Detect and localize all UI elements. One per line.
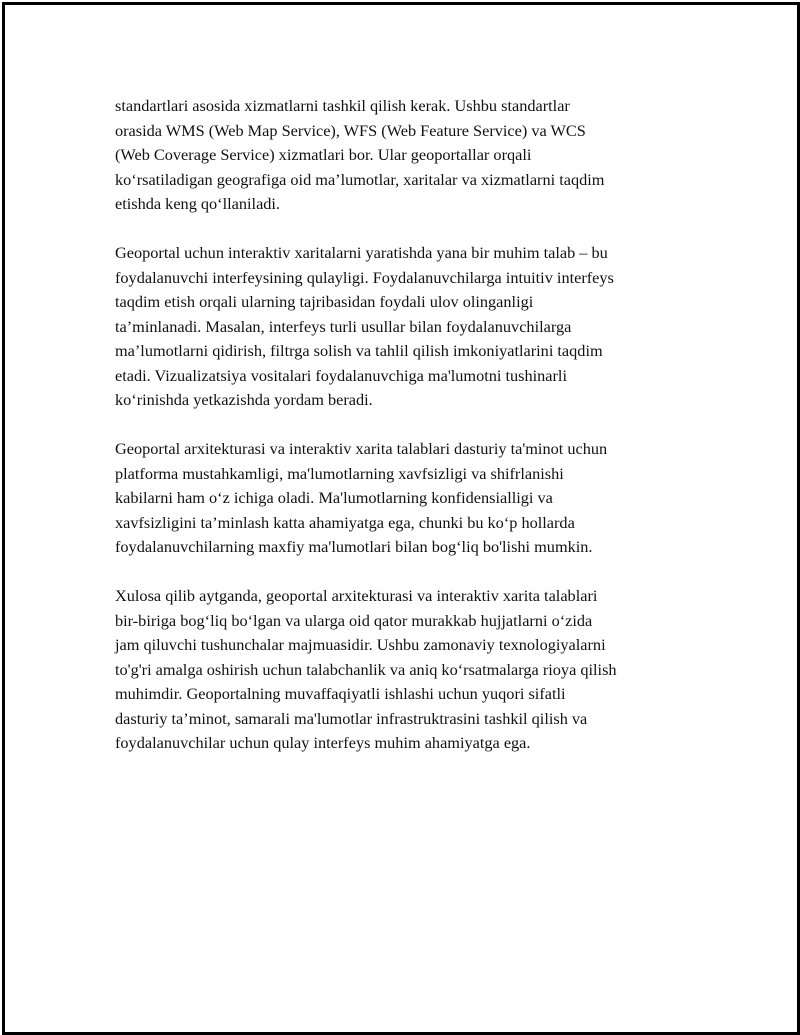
text-line: platforma mustahkamligi, ma'lumotlarning xavfsizligi va shifrlanishi xyxy=(115,463,564,483)
text-line: foydalanuvchilar uchun qulay interfeys muhim ahamiyatga ega. xyxy=(115,733,531,752)
paragraph-interface xyxy=(115,241,695,413)
text-line: etadi. Vizualizatsiya vositalari foydalanuvchiga ma'lumotni tushinarli xyxy=(115,365,567,385)
text-line: orasida WMS (Web Map Service), WFS (Web Feature Service) va WCS xyxy=(115,120,586,140)
text-line: taʼminlanadi. Masalan, interfeys turli usullar bilan foydalanuvchilarga xyxy=(115,316,572,336)
text-line: foydalanuvchi interfeysining qulayligi. Foydalanuvchilarga intuitiv interfeys xyxy=(115,267,614,287)
text-line: Geoportal uchun interaktiv xaritalarni yaratishda yana bir muhim talab – bu xyxy=(115,243,608,262)
text-line: kabilarni ham oʻz ichiga oladi. Ma'lumotlarning konfidensialligi va xyxy=(115,488,553,507)
text-line: xavfsizligini taʼminlash katta ahamiyatga ega, chunki bu koʻp hollarda xyxy=(115,512,575,532)
text-line: to'g'ri amalga oshirish uchun talabchanlik va aniq koʻrsatmalarga rioya qilish xyxy=(115,659,617,679)
text-line: taqdim etish orqali ularning tajribasidan foydali ulov olinganligi xyxy=(115,292,534,311)
text-line: (Web Coverage Service) xizmatlari bor. Ular geoportallar orqali xyxy=(115,145,532,164)
text-line: koʻrinishda yetkazishda yordam beradi. xyxy=(115,390,373,409)
paragraph-conclusion xyxy=(115,584,695,756)
text-line: muhimdir. Geoportalning muvaffaqiyatli ishlashi uchun yuqori sifatli xyxy=(115,684,566,703)
text-line: foydalanuvchilarning maxfiy ma'lumotlari bilan bogʻliq bo'lishi mumkin. xyxy=(115,537,593,556)
text-line: dasturiy taʼminot, samarali ma'lumotlar infrastruktrasini tashkil qilish va xyxy=(115,708,588,728)
text-line: Geoportal arxitekturasi va interaktiv xarita talablari dasturiy ta'minot uchun xyxy=(115,439,608,458)
document-body xyxy=(115,94,695,780)
text-line: etishda keng qoʻllaniladi. xyxy=(115,194,281,213)
text-line: maʼlumotlarni qidirish, filtrga solish va tahlil qilish imkoniyatlarini taqdim xyxy=(115,341,603,360)
text-line: standartlari asosida xizmatlarni tashkil qilish kerak. Ushbu standartlar xyxy=(115,96,570,115)
text-line: bir-biriga bogʻliq boʻlgan va ularga oid qator murakkab hujjatlarni oʻzida xyxy=(115,610,593,630)
text-line: Xulosa qilib aytganda, geoportal arxitekturasi va interaktiv xarita talablari xyxy=(115,586,598,605)
text-line: jam qiluvchi tushunchalar majmuasidir. Ushbu zamonaviy texnologiyalarni xyxy=(115,635,606,654)
text-line: koʻrsatiladigan geografiga oid maʼlumotlar, xaritalar va xizmatlarni taqdim xyxy=(115,169,605,189)
paragraph-standards xyxy=(115,94,695,217)
paragraph-security xyxy=(115,437,695,560)
